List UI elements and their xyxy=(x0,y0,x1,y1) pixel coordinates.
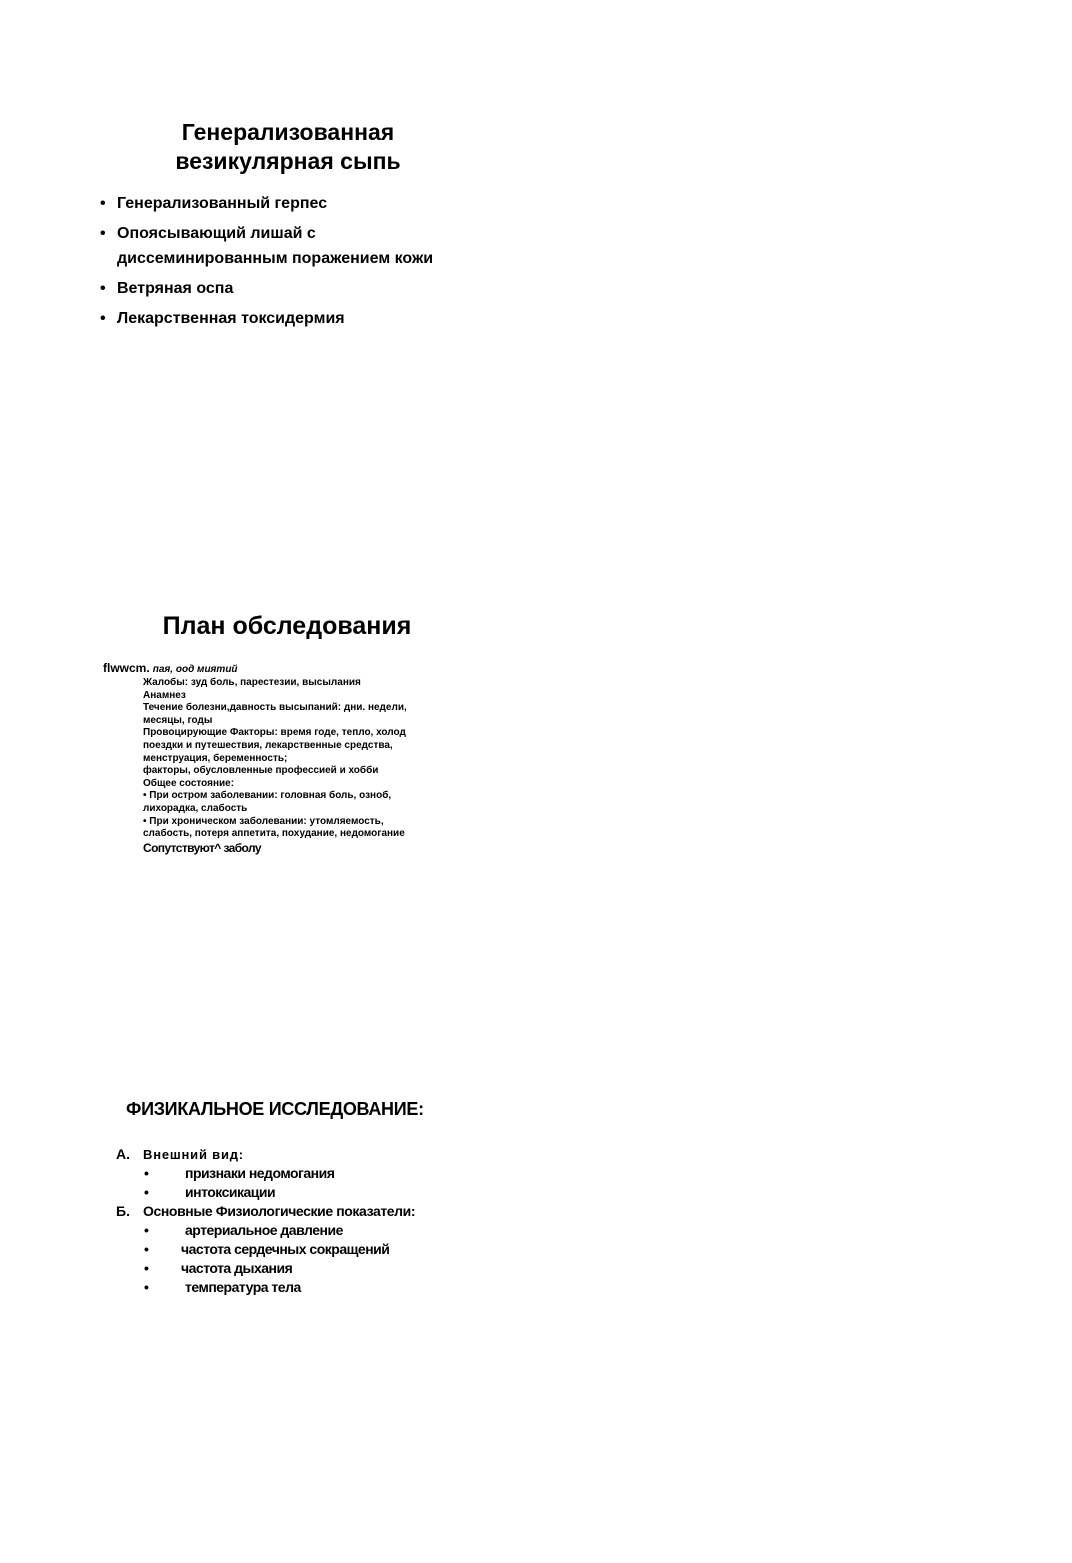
text-line: менструация, беременность; xyxy=(143,752,288,764)
list-item-text: частота сердечных сокращений xyxy=(181,1241,390,1257)
text-line: Провоцирующие Факторы: время годе, тепло, холод xyxy=(143,727,406,739)
text-line: Течение болезни,давность высыпаний: дни. недели, xyxy=(143,702,407,714)
bullet-marker: • xyxy=(144,1279,149,1295)
list-item xyxy=(100,306,433,331)
bullet-marker: • xyxy=(144,1241,149,1257)
slide1-bullet-list xyxy=(100,191,433,336)
list-item xyxy=(100,221,433,271)
bullet-marker: • xyxy=(144,1222,149,1238)
garbled-text: пая, оод миятий xyxy=(152,664,238,675)
list-item-text: Опоясывающий лишай с xyxy=(117,225,316,242)
list-item-text: диссеминированным поражением кожи xyxy=(117,250,434,267)
text-line: слабость, потеря аппетита, похудание, недомогание xyxy=(143,828,405,840)
slide2-title: План обследования xyxy=(162,612,412,640)
slide1-title-line: Генерализованная xyxy=(181,119,395,145)
section-heading: Внешний вид: xyxy=(143,1147,244,1162)
section-marker: Б. xyxy=(116,1203,130,1219)
list-item-text: частота дыхания xyxy=(181,1260,293,1276)
bullet-marker: • xyxy=(144,1184,149,1200)
bullet-marker: • xyxy=(144,1260,149,1276)
slide1-title xyxy=(88,118,488,176)
text-line: поездки и путешествия, лекарственные средства, xyxy=(143,739,393,751)
list-item-text: интоксикации xyxy=(185,1184,276,1200)
text-line: • При хроническом заболевании: утомляемость, xyxy=(143,815,384,827)
bullet-marker: • xyxy=(100,225,106,242)
list-item-text: Генерализованный герпес xyxy=(117,195,328,212)
text-line: • При остром заболевании: головная боль, озноб, xyxy=(143,790,392,802)
text-line: Анамнез xyxy=(143,689,186,701)
text-line: Общее состояние: xyxy=(143,777,235,789)
garbled-text: flwwcm. xyxy=(103,661,150,675)
bullet-marker: • xyxy=(144,1165,149,1181)
list-item-text: Лекарственная токсидермия xyxy=(117,310,345,327)
text-line-last: Сопутствуют^ заболу xyxy=(143,840,261,855)
list-item-text: артериальное давление xyxy=(185,1222,343,1238)
text-line: месяцы, годы xyxy=(143,714,213,726)
section-heading: Основные Физиологические показатели: xyxy=(143,1203,416,1219)
text-line: лихорадка, слабость xyxy=(143,802,248,814)
examination-text-block xyxy=(143,677,407,856)
list-item-text: признаки недомогания xyxy=(185,1165,335,1181)
slide1-title-line: везикулярная сыпь xyxy=(175,148,401,174)
text-line: Жалобы: зуд боль, парестезии, высылания xyxy=(143,677,361,688)
garbled-heading xyxy=(103,661,238,677)
list-item-text: температура тела xyxy=(185,1279,301,1295)
list-item-text: Ветряная оспа xyxy=(117,280,234,297)
bullet-marker: • xyxy=(100,310,106,327)
slide3-title: ФИЗИКАЛЬНОЕ ИССЛЕДОВАНИЕ: xyxy=(126,1099,424,1119)
bullet-marker: • xyxy=(100,280,106,297)
list-item xyxy=(100,276,433,301)
bullet-marker: • xyxy=(100,195,106,212)
section-marker: А. xyxy=(116,1146,130,1162)
list-item xyxy=(100,191,433,216)
text-line: факторы, обусловленные профессией и хобби xyxy=(143,765,379,777)
